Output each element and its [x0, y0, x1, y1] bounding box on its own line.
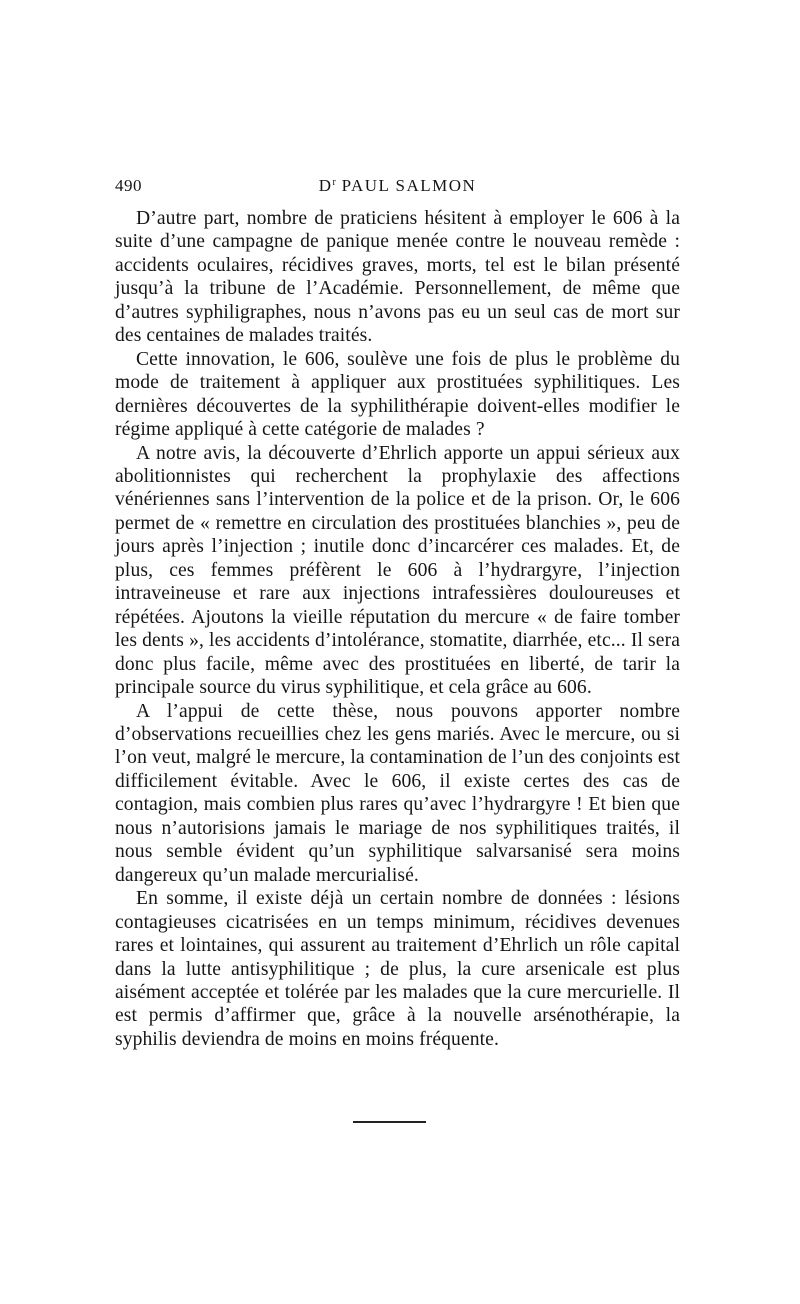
closing-rule — [353, 1121, 426, 1123]
author-title: D — [318, 176, 333, 195]
page-header — [115, 176, 680, 198]
author-title-superscript: r — [332, 177, 336, 188]
paragraph: D’autre part, nombre de praticiens hésitent à employer le 606 à la suite d’une campagne de panique menée contre le nouveau remède : accidents oculaires, récidives graves, morts, tel est le bilan présenté jusqu’à la tribune de l’Académie. Personnellement, de même que d’autres syphiligraphes, nous n’avons pas eu un seul cas de mort sur des centaines de malades traités. — [115, 208, 680, 347]
page-number: 490 — [115, 176, 142, 195]
paragraph: A notre avis, la découverte d’Ehrlich apporte un appui sérieux aux abolitionnistes qui recherchent la prophylaxie des affections vénériennes sans l’intervention de la police et de la prison. Or, le 606 permet de « remettre en circulation des prostituées blanchies », peu de jours après l’injection ; inutile donc d’incarcérer ces malades. Et, de plus, ces femmes préfèrent le 606 à l’hydrargyre, l’injection intraveineuse et rare aux injections intrafessières douloureuses et répétées. Ajoutons la vieille réputation du mercure « de faire tomber les dents », les accidents d’intolérance, stomatite, diarrhée, etc... Il sera donc plus facile, même avec des prostituées en liberté, de tarir la principale source du virus syphilitique, et cela grâce au 606. — [115, 442, 680, 699]
author-name: PAUL SALMON — [341, 176, 477, 195]
paragraph: A l’appui de cette thèse, nous pouvons apporter nombre d’observations recueillies chez les gens mariés. Avec le mercure, ou si l’on veut, malgré le mercure, la contamination de l’un des conjoints est difficilement évitable. Avec le 606, il existe certes des cas de contagion, mais combien plus rares qu’avec l’hydrargyre ! Et bien que nous n’autorisions jamais le mariage de nos syphilitiques traités, il nous semble évident qu’un syphilitique salvarsanisé sera moins dangereux qu’un malade mercurialisé. — [115, 700, 680, 886]
running-head — [115, 176, 680, 196]
body-text — [115, 207, 680, 1051]
paragraph: Cette innovation, le 606, soulève une fois de plus le problème du mode de traitement à appliquer aux prostituées syphilitiques. Les dernières découvertes de la syphilithérapie doivent-elles modifier le régime appliqué à cette catégorie de malades ? — [115, 348, 680, 441]
paragraph: En somme, il existe déjà un certain nombre de données : lésions contagieuses cicatrisées en un temps minimum, récidives devenues rares et lointaines, qui assurent au traitement d’Ehrlich un rôle capital dans la lutte antisyphilitique ; de plus, la cure arsenicale est plus aisément acceptée et tolérée par les malades que la cure mercurielle. Il est permis d’affirmer que, grâce à la nouvelle arsénothérapie, la syphilis deviendra de moins en moins fréquente. — [115, 888, 680, 1050]
